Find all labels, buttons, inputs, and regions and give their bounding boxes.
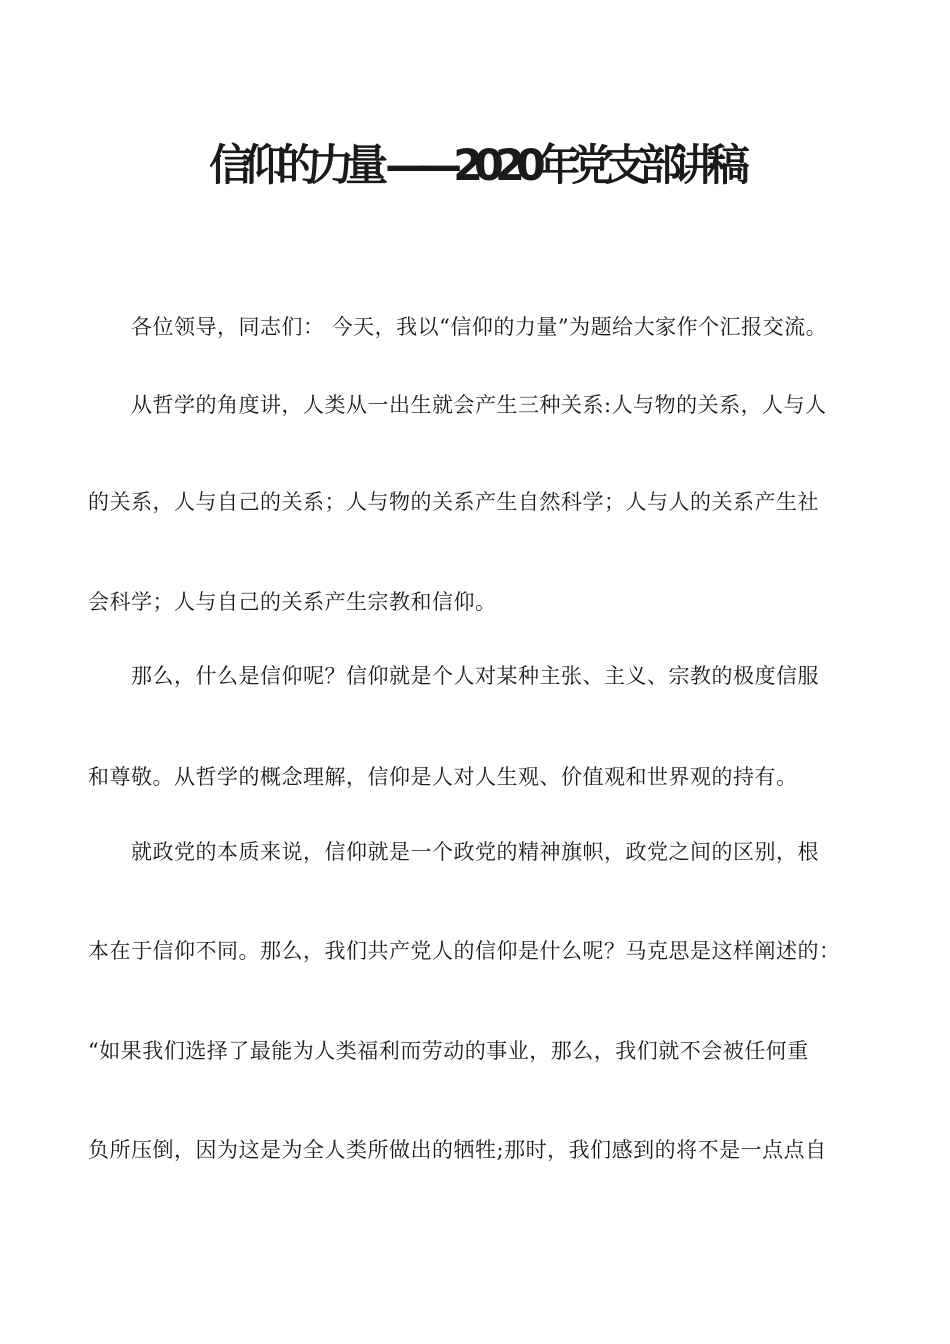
document-title: 信仰的力量 ——2020年党支部讲稿 [209,141,741,191]
paragraph-line: 从哲学的角度讲，人类从一出生就会产生三种关系:人与物的关系，人与人 [131,393,827,417]
paragraph-line: 那么，什么是信仰呢？信仰就是个人对某种主张、主义、宗教的极度信服 [131,664,819,688]
paragraph-line: 会科学；人与自己的关系产生宗教和信仰。 [88,590,497,614]
paragraph-line: 的关系，人与自己的关系；人与物的关系产生自然科学；人与人的关系产生社 [88,490,819,514]
paragraph-line: “如果我们选择了最能为人类福利而劳动的事业，那么，我们就不会被任何重 [88,1039,809,1063]
paragraph-line: 和尊敬。从哲学的概念理解，信仰是人对人生观、价值观和世界观的持有。 [88,765,798,789]
paragraph-line: 各位领导，同志们： 今天，我以“信仰的力量”为题给大家作个汇报交流。 [131,315,828,339]
paragraph-line: 就政党的本质来说，信仰就是一个政党的精神旗帜，政党之间的区别，根 [131,840,819,864]
paragraph-line: 负所压倒，因为这是为全人类所做出的牺牲;那时，我们感到的将不是一点点自 [88,1138,827,1162]
paragraph-line: 本在于信仰不同。那么，我们共产党人的信仰是什么呢？马克思是这样阐述的： [88,939,841,963]
